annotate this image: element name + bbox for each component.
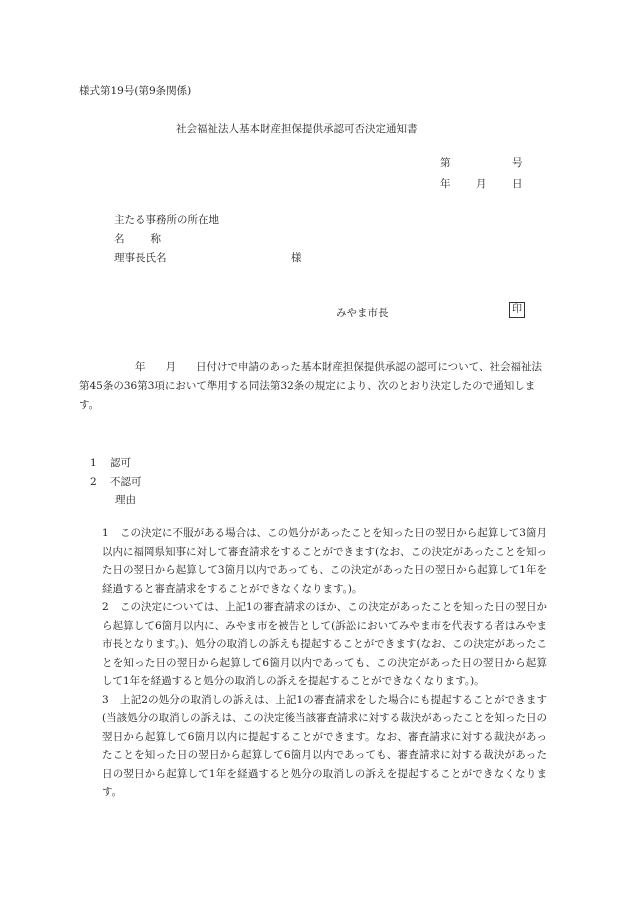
corporation-name-label — [114, 231, 161, 246]
office-address-label: 主たる事務所の所在地 — [114, 214, 219, 226]
note-number: 2 — [102, 601, 109, 613]
document-number-prefix: 第 — [440, 157, 451, 169]
notification-body — [79, 358, 549, 415]
honorific: 様 — [291, 252, 302, 264]
body-month-label: 月 — [165, 361, 176, 373]
note-number: 1 — [102, 527, 109, 539]
document-title: 社会福祉法人基本財産担保提供承認可否決定通知書 — [176, 123, 418, 135]
appeal-note — [102, 598, 547, 691]
appeal-note — [102, 524, 547, 598]
note-text: この決定に不服がある場合は、この処分があったことを知った日の翌日から起算して3箇月以内に福岡県知事に対して審査請求をすることができます(なお、この決定があったことを知った日の翌日から起算して3箇月以内であっても、この決定があった日の翌日から起算して1年を経過すると審査請求をすることができなくなります。)。 — [102, 527, 547, 595]
note-text: 上記2の処分の取消しの訴えは、上記1の審査請求をした場合にも提起することができます(当該処分の取消しの訴えは、この決定後当該審査請求に対する裁決があったことを知った日の翌日から起算して6箇月以内に提起することができます。なお、審査請求に対する裁決があったことを知った日の翌日から起算して6箇月以内であっても、審査請求に対する裁決があった日の翌日から起算して1年を経過すると処分の取消しの訴えを提起することができなくなります。 — [102, 693, 547, 798]
choice-number: 1 — [90, 457, 97, 469]
seal-mark: 印 — [509, 302, 525, 318]
date-day-label: 日 — [512, 178, 523, 190]
choice-approved — [90, 455, 131, 470]
choice-label: 認可 — [110, 457, 131, 469]
reason-label: 理由 — [115, 494, 136, 506]
appeal-note — [102, 691, 547, 802]
date-year-label: 年 — [440, 178, 451, 190]
document-number-suffix: 号 — [512, 157, 523, 169]
body-text: 日付けで申請のあった基本財産担保提供承認の認可について、社会福祉法第45条の36第3項において準用する同法第32条の規定により、次のとおり決定したので通知します。 — [79, 361, 542, 411]
body-year-label: 年 — [135, 361, 146, 373]
name-label-char-2: 称 — [150, 233, 161, 245]
form-number: 様式第19号(第9条関係) — [79, 85, 192, 97]
appeal-notes — [102, 524, 547, 802]
choice-label: 不認可 — [110, 476, 142, 488]
date-month-label: 月 — [476, 178, 487, 190]
representative-name-label: 理事長氏名 — [114, 252, 167, 264]
choice-rejected — [90, 474, 142, 489]
note-text: この決定については、上記1の審査請求のほか、この決定があったことを知った日の翌日から起算して6箇月以内に、みやま市を被告として(訴訟においてみやま市を代表する者はみやま市長となります。)、処分の取消しの訴えも提起することができます(なお、この決定があったことを知った日の翌日から起算して6箇月以内であっても、この決定があった日の翌日から起算して1年を経過すると処分の取消しの訴えを提起することができなくなります。)。 — [102, 601, 547, 687]
note-number: 3 — [102, 693, 109, 706]
choice-number: 2 — [90, 476, 97, 488]
name-label-char-1: 名 — [114, 233, 125, 245]
sender-mayor: みやま市長 — [336, 307, 389, 319]
